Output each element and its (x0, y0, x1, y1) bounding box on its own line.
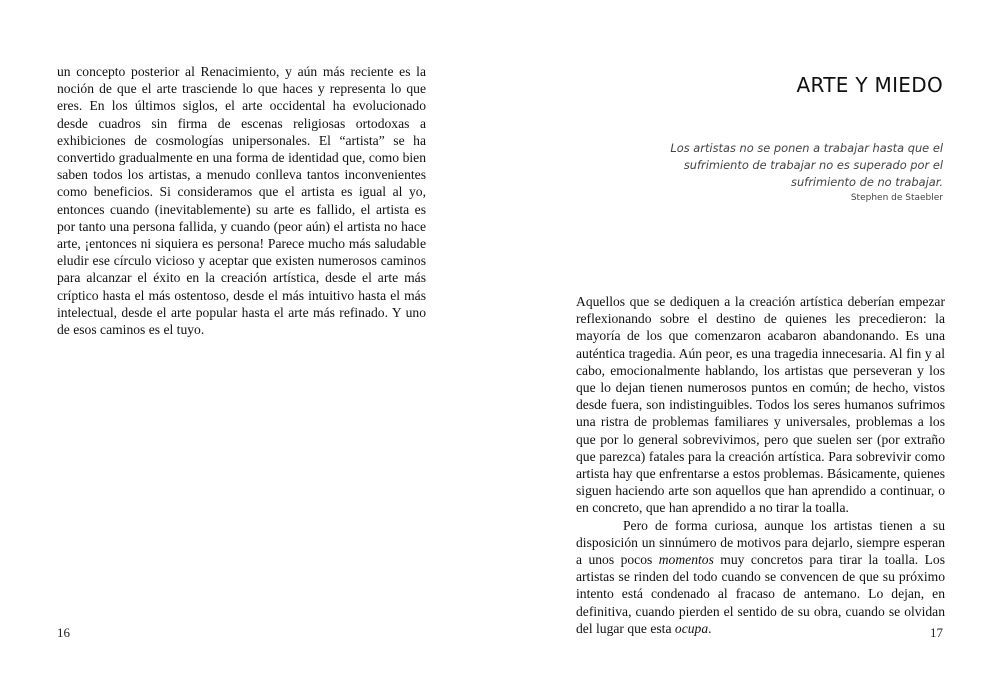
paragraph-2-text-part-2: muy concretos para tirar la toalla. Los artistas se rinden del todo cuando se convencen de que su próximo intento está condenado al fracaso de antemano. Lo dejan, en definitiva, cuando pierden el sentido de su obra, cuando se olvidan del lugar que esta (576, 552, 945, 636)
emphasis-ocupa: ocupa (674, 620, 709, 636)
epigraph-author: Stephen de Staebler (850, 193, 943, 204)
epigraph (643, 140, 943, 205)
left-page-paragraph: un concepto posterior al Renacimiento, y aún más reciente es la noción de que el arte trasciende lo que haces y representa lo que eres. En los últimos siglos, el arte occidental ha evolucionado desde cuadros sin firma de escenas religiosas ortodoxas a exhibiciones de cosmologías unipersonales. El “artista” se ha convertido gradualmente en una forma de identidad que, como bien saben todos los artistas, a menudo conlleva tantos inconvenientes como beneficios. Si consideramos que el artista es igual al yo, entonces cuando (inevitablemente) su arte es fallido, el artista es por tanto una persona fallida, y cuando (peor aún) el artista no hace arte, ¡entonces ni siquiera es persona! Parece mucho más saludable eludir ese círculo vicioso y aceptar que existen numerosos caminos para alcanzar el éxito en la creación artística, desde el arte más críptico hasta el más ostentoso, desde el más intuitivo hasta el más intelectual, desde el arte popular hasta el arte más refinado. Y uno de esos caminos es el tuyo. (57, 64, 426, 338)
right-page (500, 0, 1000, 700)
paragraph-2-text-part-1: Pero de forma curiosa, aunque los artistas tienen a su disposición un sinnúmero de motivos para dejarlo, siempre esperan a unos pocos (576, 517, 945, 568)
page-number-right: 17 (930, 625, 943, 640)
page-number-left: 16 (57, 625, 70, 640)
chapter-title: ARTE Y MIEDO (796, 73, 943, 97)
right-page-body (576, 293, 945, 637)
emphasis-momentos: momentos (658, 552, 714, 568)
paragraph-2-text-part-3: . (708, 620, 712, 636)
right-page-paragraph-1: Aquellos que se dediquen a la creación artística deberían empezar reflexionando sobre el destino de quienes les precedieron: la mayoría de los que comenzaron acabaron abandonando. Es una auténtica tragedia. Aún peor, es una tragedia innecesaria. Al fin y al cabo, emocionalmente hablando, los artistas que perseveran y los que lo dejan tienen numerosos puntos en común; de hecho, vistos desde fuera, son indistinguibles. Todos los seres humanos sufrimos una ristra de problemas familiares y universales, problemas a los que por lo general sobrevivimos, pero que suelen ser (por extraño que parezca) fatales para la creación artística. Para sobrevivir como artista hay que enfrentarse a estos problemas. Básicamente, quienes siguen haciendo arte son aquellos que han aprendido a continuar, o en concreto, que han aprendido a no tirar la toalla. (576, 294, 945, 516)
right-page-paragraph-2 (576, 517, 945, 637)
epigraph-quote: Los artistas no se ponen a trabajar hasta que el sufrimiento de trabajar no es superado por el sufrimiento de no trabajar. (670, 141, 943, 189)
